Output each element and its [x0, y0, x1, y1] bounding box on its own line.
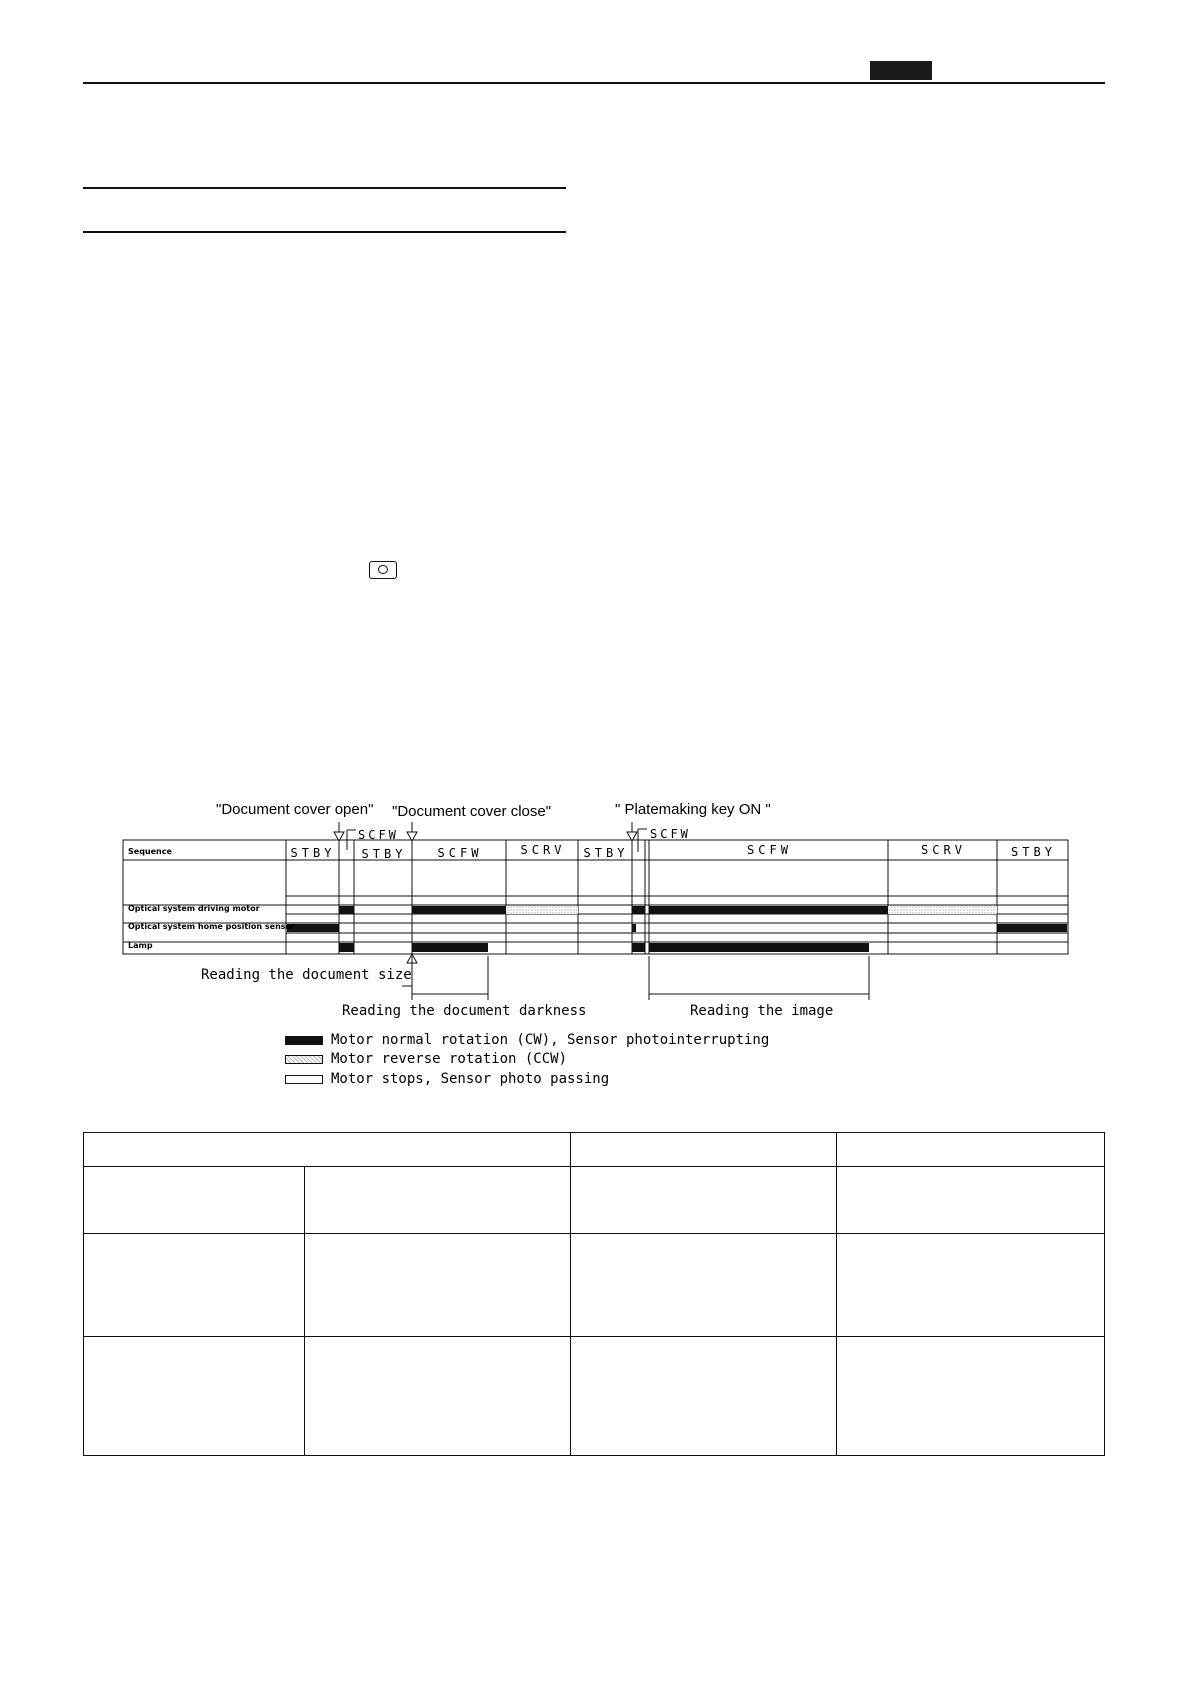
table-cell: [84, 1234, 305, 1337]
table-cell: [84, 1337, 305, 1456]
table-cell: [84, 1133, 571, 1167]
table-cell: [837, 1133, 1105, 1167]
legend-text: Motor reverse rotation (CCW): [331, 1051, 568, 1067]
seq-scrv-2: SCRV: [921, 843, 966, 857]
row-label-sensor: Optical system home position sensor: [128, 922, 295, 931]
annotation-document-size: Reading the document size: [201, 967, 412, 983]
legend-item-motor-stops: [285, 1071, 609, 1087]
seq-scfw-1: SCFW: [437, 846, 483, 860]
table-row: [84, 1167, 1105, 1234]
table-cell: [84, 1167, 305, 1234]
row-label-motor: Optical system driving motor: [128, 904, 260, 913]
table-header-row: [84, 1133, 1105, 1167]
table-row: [84, 1234, 1105, 1337]
legend-text: Motor normal rotation (CW), Sensor photointerrupting: [331, 1032, 770, 1048]
legend-swatch-dotted: [285, 1055, 323, 1064]
callout-cover-close: "Document cover close": [392, 803, 552, 820]
table-cell: [570, 1133, 837, 1167]
row-label-lamp: Lamp: [128, 941, 153, 950]
annotation-document-darkness: Reading the document darkness: [342, 1003, 587, 1019]
label-scfw-short-1: SCFW: [358, 828, 399, 842]
legend-item-reverse-rotation: [285, 1051, 567, 1067]
table-cell: [837, 1337, 1105, 1456]
table-cell: [570, 1234, 837, 1337]
seq-stby-4: STBY: [1011, 845, 1056, 859]
legend-item-normal-rotation: [285, 1032, 769, 1048]
legend-swatch-white: [285, 1075, 323, 1084]
annotation-reading-image: Reading the image: [690, 1003, 834, 1019]
row-label-sequence: Sequence: [128, 847, 172, 856]
seq-stby-2: STBY: [361, 847, 407, 861]
seq-scfw-2: SCFW: [747, 843, 792, 857]
table-cell: [304, 1167, 570, 1234]
legend-text: Motor stops, Sensor photo passing: [331, 1071, 610, 1087]
table-cell: [837, 1167, 1105, 1234]
operation-table: [83, 1132, 1105, 1456]
table-row: [84, 1337, 1105, 1456]
callout-cover-open: "Document cover open": [216, 801, 374, 818]
seq-scrv-1: SCRV: [520, 843, 566, 857]
seq-stby-3: STBY: [583, 846, 629, 860]
table-cell: [304, 1337, 570, 1456]
legend-swatch-black: [285, 1036, 323, 1045]
label-scfw-short-2: SCFW: [650, 827, 691, 841]
table-cell: [304, 1234, 570, 1337]
table-cell: [570, 1167, 837, 1234]
callout-platemaking-key: " Platemaking key ON ": [615, 801, 771, 818]
table-cell: [570, 1337, 837, 1456]
seq-stby-1: STBY: [290, 846, 336, 860]
table-cell: [837, 1234, 1105, 1337]
